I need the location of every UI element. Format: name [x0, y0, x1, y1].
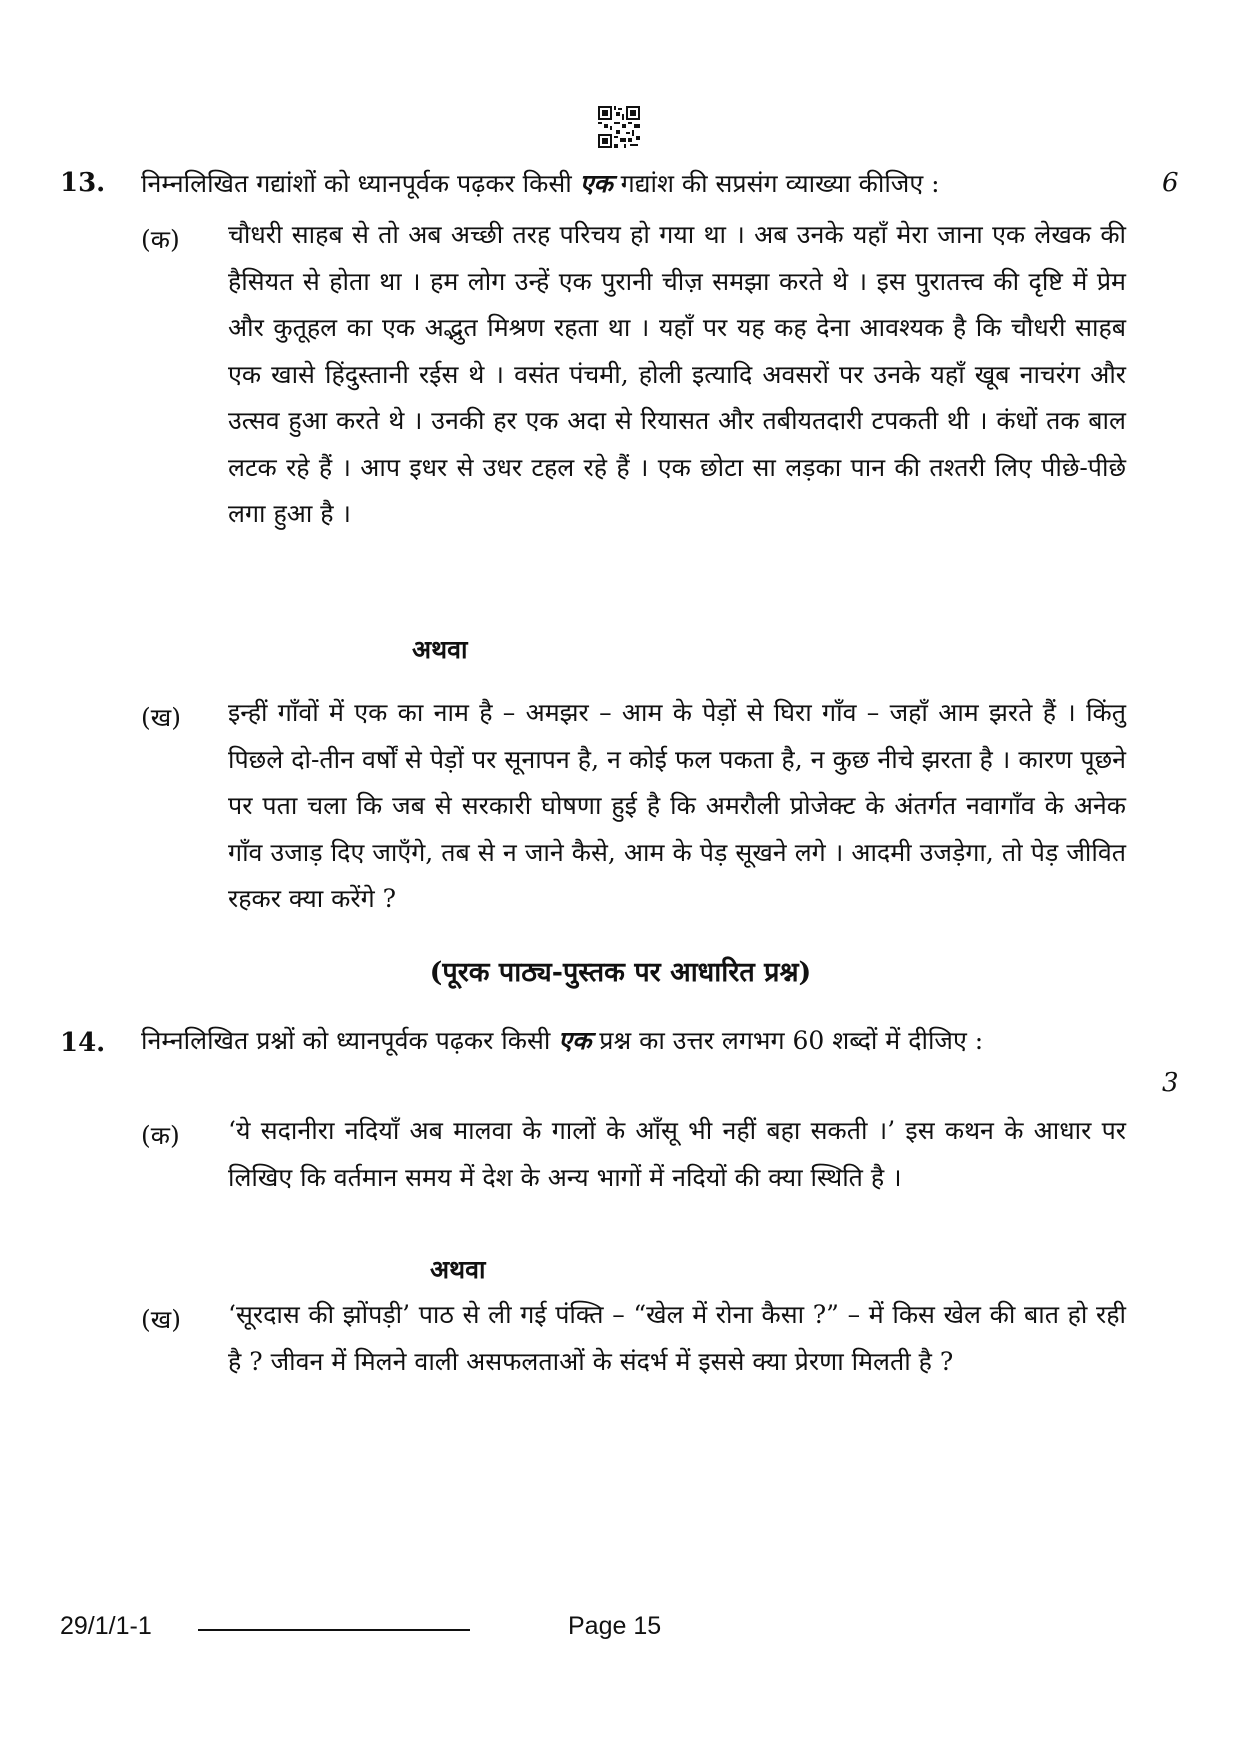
question-13-prompt-end: गद्यांश की सप्रसंग व्याख्या कीजिए :: [612, 169, 940, 198]
question-13-or: अथवा: [412, 635, 468, 664]
question-14-prompt: [141, 1022, 1126, 1060]
question-14-option-a-text: ‘ये सदानीरा नदियाँ अब मालवा के गालों के आँसू भी नहीं बहा सकती ।’ इस कथन के आधार पर लिखिए कि वर्तमान समय में देश के अन्य भागों में नदियों की क्या स्थिति है ।: [228, 1116, 1126, 1192]
question-14-or: अथवा: [430, 1255, 486, 1284]
question-14-marks: 3: [1162, 1068, 1179, 1098]
qr-code: [598, 106, 640, 148]
question-13-marks: 6: [1162, 168, 1179, 198]
question-13-option-a-label: (क): [141, 225, 180, 254]
question-14-option-b-text: ‘सूरदास की झोंपड़ी’ पाठ से ली गई पंक्ति – “खेल में रोना कैसा ?” – में किस खेल की बात हो रही है ? जीवन में मिलने वाली असफलताओं के संदर्भ में इससे क्या प्रेरणा मिलती है ?: [228, 1300, 1126, 1376]
question-14-prompt-start: निम्नलिखित प्रश्नों को ध्यानपूर्वक पढ़कर किसी: [141, 1026, 559, 1055]
footer-divider: [198, 1629, 470, 1631]
question-14-option-a-label: (क): [141, 1121, 180, 1150]
question-14-prompt-end: प्रश्न का उत्तर लगभग 60 शब्दों में दीजिए :: [591, 1026, 984, 1055]
page-number: Page 15: [568, 1612, 662, 1640]
question-14-option-b-label: (ख): [141, 1305, 181, 1334]
question-14-prompt-emphasis: एक: [558, 1026, 592, 1055]
section-heading: (पूरक पाठ्य-पुस्तक पर आधारित प्रश्न): [429, 957, 812, 988]
question-13-option-b-label: (ख): [141, 703, 181, 732]
question-13-number: 13.: [60, 168, 106, 198]
paper-code: 29/1/1-1: [60, 1612, 152, 1640]
question-14-number: 14.: [60, 1028, 106, 1058]
question-13-prompt: [141, 164, 1131, 204]
question-13-prompt-start: निम्नलिखित गद्यांशों को ध्यानपूर्वक पढ़कर किसी: [141, 169, 580, 198]
question-13-prompt-emphasis: एक: [579, 169, 613, 198]
question-13-passage-a: चौधरी साहब से तो अब अच्छी तरह परिचय हो गया था । अब उनके यहाँ मेरा जाना एक लेखक की हैसियत से होता था । हम लोग उन्हें एक पुरानी चीज़ समझा करते थे । इस पुरातत्त्व की दृष्टि में प्रेम और कुतूहल का एक अद्भुत मिश्रण रहता था । यहाँ पर यह कह देना आवश्यक है कि चौधरी साहब एक खासे हिंदुस्तानी रईस थे । वसंत पंचमी, होली इत्यादि अवसरों पर उनके यहाँ खूब नाचरंग और उत्सव हुआ करते थे । उनकी हर एक अदा से रियासत और तबीयतदारी टपकती थी । कंधों तक बाल लटक रहे हैं । आप इधर से उधर टहल रहे हैं । एक छोटा सा लड़का पान की तश्तरी लिए पीछे-पीछे लगा हुआ है ।: [228, 220, 1126, 528]
question-13-passage-b: इन्हीं गाँवों में एक का नाम है – अमझर – आम के पेड़ों से घिरा गाँव – जहाँ आम झरते हैं । किंतु पिछले दो-तीन वर्षों से पेड़ों पर सूनापन है, न कोई फल पकता है, न कुछ नीचे झरता है । कारण पूछने पर पता चला कि जब से सरकारी घोषणा हुई है कि अमरौली प्रोजेक्ट के अंतर्गत नवागाँव के अनेक गाँव उजाड़ दिए जाएँगे, तब से न जाने कैसे, आम के पेड़ सूखने लगे । आदमी उजड़ेगा, तो पेड़ जीवित रहकर क्या करेंगे ?: [228, 698, 1126, 913]
